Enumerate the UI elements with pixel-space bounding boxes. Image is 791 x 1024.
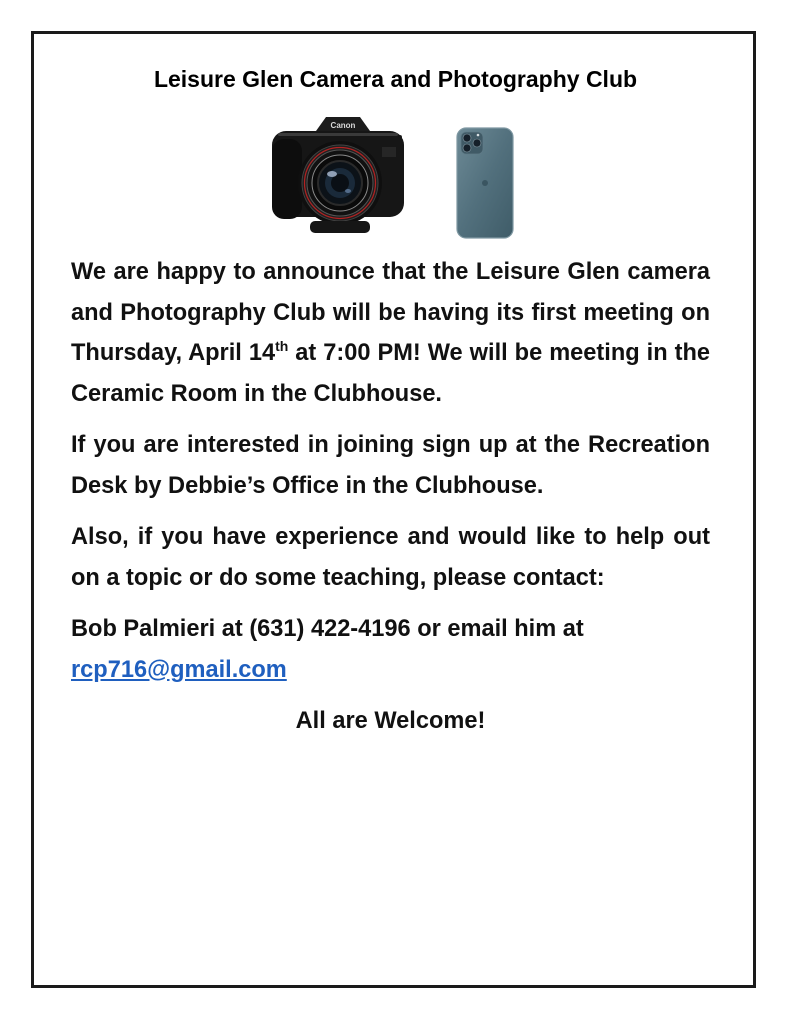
volunteer-paragraph: Also, if you have experience and would like to help out on a topic or do some teaching, please contact: xyxy=(71,524,710,591)
announcement-text-cont: at 7:00 PM! We will be meeting in the Ceramic Room in the Clubhouse. xyxy=(71,340,710,407)
smartphone-icon xyxy=(456,127,514,239)
announcement-paragraph xyxy=(71,252,710,414)
dslr-camera-icon xyxy=(268,113,408,239)
closing-text: All are Welcome! xyxy=(295,708,486,734)
announcement-body xyxy=(71,252,710,753)
signup-paragraph: If you are interested in joining sign up at the Recreation Desk by Debbie’s Office in the Clubhouse. xyxy=(71,432,710,499)
page-title: Leisure Glen Camera and Photography Club xyxy=(153,66,638,92)
email-link[interactable]: rcp716@gmail.com xyxy=(71,656,287,683)
contact-paragraph xyxy=(71,609,710,690)
announcement-text: We are happy to announce that the Leisure Glen camera and Photography Club will be having its first meeting on Thursday, April 14 xyxy=(71,259,710,366)
camera-brand-label: Canon xyxy=(330,121,356,130)
date-superscript: th xyxy=(275,338,289,354)
contact-text: Bob Palmieri at (631) 422-4196 or email him at xyxy=(71,616,584,642)
